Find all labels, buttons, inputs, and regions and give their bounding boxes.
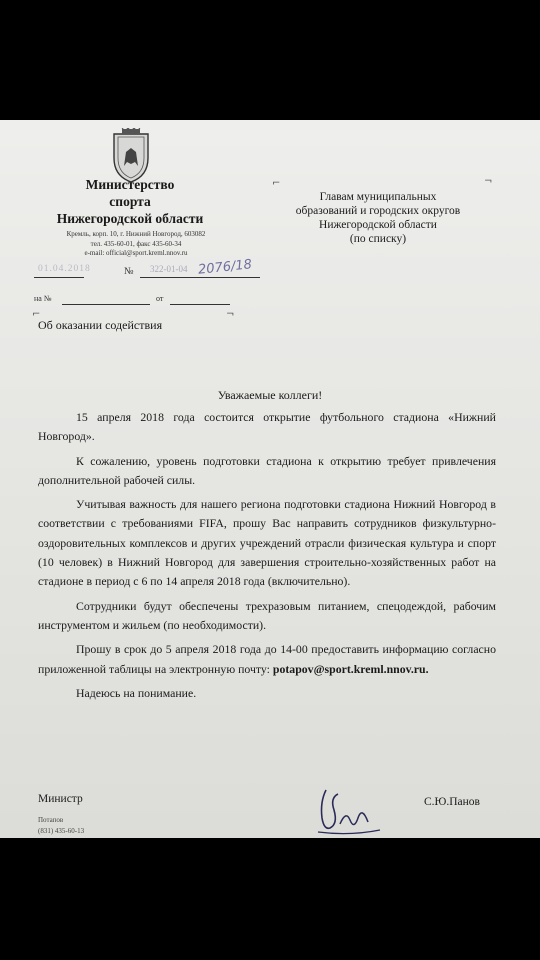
ministry-name [30, 176, 230, 227]
body-paragraph-2: К сожалению, уровень подготовки стадиона к открытию требует привлечения дополнительной рабочей силы. [38, 453, 496, 487]
registration-number-stamp: 322-01-04 [150, 264, 188, 274]
signatory-title: Министр [38, 793, 83, 805]
letter-greeting: Уважаемые коллеги! [217, 388, 323, 402]
ministry-address [36, 230, 236, 259]
body-paragraph-4: Сотрудники будут обеспечены трехразовым питанием, спецодеждой, рабочим инструментом и жильем (по необходимости). [38, 598, 496, 632]
recipient-line3: Нижегородской области [319, 219, 437, 231]
letter-page [0, 120, 540, 838]
number-label: № [124, 266, 134, 277]
handwritten-signature [310, 780, 410, 838]
signatory-name: С.Ю.Панов [424, 796, 480, 808]
body-paragraph-1: 15 апреля 2018 года состоится открытие футбольного стадиона «Нижний Новгород». [38, 410, 496, 444]
recipient-line1: Главам муниципальных [319, 191, 437, 203]
handwritten-registration-number: 2076/18 [197, 257, 253, 278]
subject-corner-mark-left: ⌐ [32, 309, 41, 320]
address-line2: тел. 435-60-01, факс 435-60-34 [90, 239, 182, 248]
ministry-name-line1: Министерство [85, 177, 175, 192]
body-paragraph-5-text: Прошу в срок до 5 апреля 2018 года до 14-00 предоставить информацию согласно приложенной таблицы на электронную почту: [38, 642, 496, 676]
body-paragraph-5 [38, 640, 496, 679]
reference-number-label: на № [34, 294, 52, 303]
registration-date-stamp: 01.04.2018 [38, 264, 91, 274]
executor-phone: (831) 435-60-13 [38, 827, 85, 835]
ministry-name-line3: Нижегородской области [56, 211, 204, 226]
address-email: e-mail: official@sport.kreml.nnov.ru [84, 249, 188, 257]
address-line1: Кремль, корп. 10, г. Нижний Новгород, 603082 [66, 230, 206, 238]
letter-subject: Об оказании содействия [38, 318, 163, 332]
recipient-corner-mark-right: ¬ [484, 176, 493, 187]
contact-email: potapov@sport.kreml.nnov.ru. [272, 661, 429, 676]
subject-corner-mark-right: ¬ [226, 309, 235, 320]
body-paragraph-6: Надеюсь на понимание. [76, 685, 197, 700]
body-paragraph-3: Учитывая важность для нашего региона подготовки стадиона Нижний Новгород в соответствии с требованиями FIFA, прошу Вас направить сотрудников физкультурно-оздоровительных комплексов и других учреждений отрасли физическая культура и спорт (10 человек) в Нижний Новгород для завершения строительно-хозяйственных работ на стадионе в период с 6 по 14 апреля 2018 года (включительно). [38, 497, 496, 589]
recipient-line2: образований и городских округов [295, 205, 461, 217]
recipient-line4: (по списку) [349, 233, 407, 245]
date-underline [34, 277, 84, 278]
reference-date-underline [170, 304, 230, 305]
ministry-name-line2: спорта [109, 194, 151, 209]
reference-number-underline [62, 304, 150, 305]
recipient-corner-mark-left: ⌐ [272, 178, 281, 189]
executor-name: Потапов [38, 816, 64, 824]
registration-line [34, 257, 264, 286]
letter-body [38, 408, 496, 708]
reference-line [34, 292, 234, 306]
reference-date-label: от [156, 294, 164, 303]
recipient-block [288, 190, 468, 246]
